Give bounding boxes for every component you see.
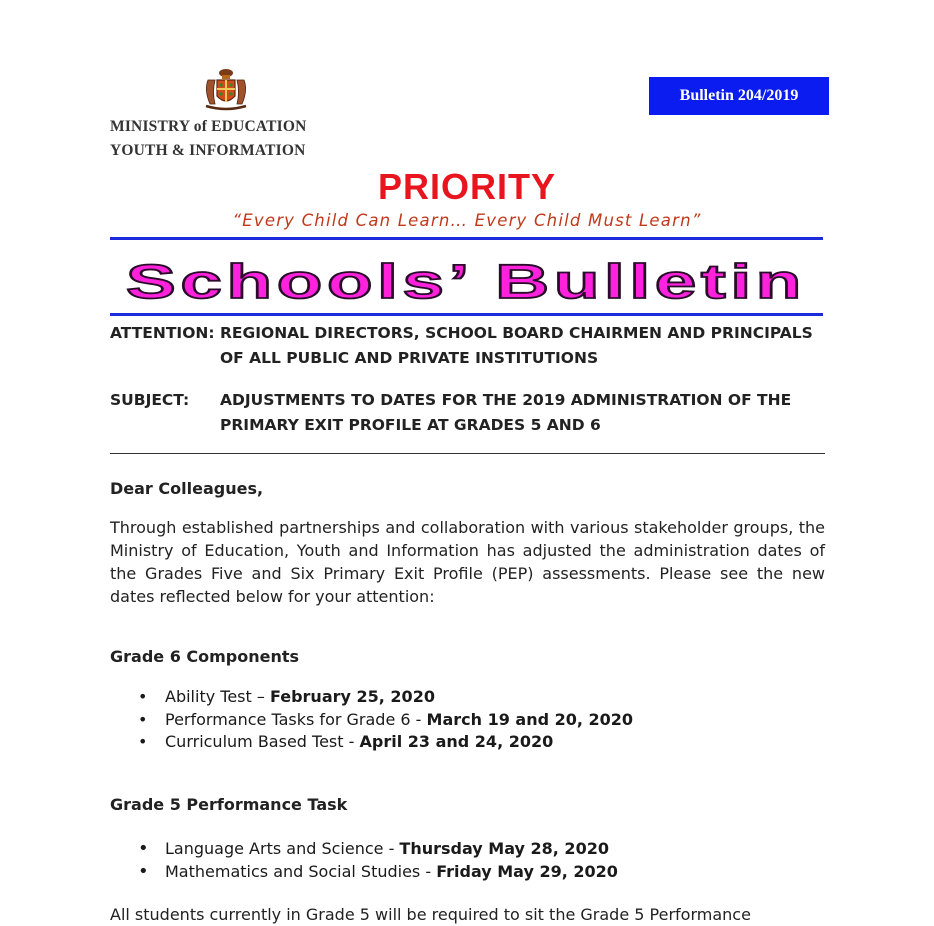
bulletin-number-badge (649, 77, 829, 115)
item-label: Ability Test – (165, 687, 270, 706)
header-divider (110, 453, 825, 454)
bulletin-number: Bulletin 204/2019 (679, 87, 799, 104)
item-label: Curriculum Based Test - (165, 732, 360, 751)
grade5-list (110, 838, 618, 883)
salutation: Dear Colleagues, (110, 479, 264, 498)
banner-text: Schools’ Bulletin (126, 256, 806, 309)
item-label: Language Arts and Science - (165, 839, 400, 858)
ministry-line-2: YOUTH & INFORMATION (110, 142, 306, 159)
top-blue-rule (110, 237, 823, 240)
attention-value: REGIONAL DIRECTORS, SCHOOL BOARD CHAIRMEN AND PRINCIPALS OF ALL PUBLIC AND PRIVATE INSTITUTIONS (220, 324, 813, 367)
item-date: April 23 and 24, 2020 (359, 732, 554, 751)
list-item: • Language Arts and Science - Thursday May 28, 2020 (138, 838, 609, 859)
subject-line (110, 388, 825, 440)
item-label: Mathematics and Social Studies - (165, 861, 437, 881)
motto: “Every Child Can Learn… Every Child Must Learn” (232, 211, 702, 230)
item-date: February 25, 2020 (269, 687, 435, 706)
attention-label: ATTENTION: (110, 324, 215, 342)
banner-graphic (110, 254, 823, 310)
grade6-list (110, 686, 633, 754)
item-label: Performance Tasks for Grade 6 - (165, 709, 427, 729)
subject-label: SUBJECT: (110, 391, 190, 409)
list-item: • Performance Tasks for Grade 6 - March 19 and 20, 2020 (138, 709, 634, 729)
intro-paragraph: Through established partnerships and collaboration with various stakeholder groups, the Ministry of Education, Youth and Information has adjusted the administration dates of the Grades Five and Six Primary Exit Profile (PEP) assessments. Please see the new dates reflected below for your attention: (110, 518, 825, 606)
bottom-blue-rule (110, 313, 823, 316)
priority-heading: PRIORITY (377, 166, 556, 207)
list-item: • Ability Test – February 25, 2020 (138, 687, 435, 706)
coat-of-arms-icon (200, 66, 252, 114)
subject-value: ADJUSTMENTS TO DATES FOR THE 2019 ADMINISTRATION OF THE PRIMARY EXIT PROFILE AT GRADES 5 AND 6 (220, 391, 792, 434)
closing-partial-line: All students currently in Grade 5 will be required to sit the Grade 5 Performance (110, 905, 751, 924)
ministry-line-1: MINISTRY of EDUCATION (110, 118, 307, 135)
list-item: • Mathematics and Social Studies - Friday May 29, 2020 (138, 860, 618, 882)
grade6-heading: Grade 6 Components (110, 647, 300, 666)
attention-line (110, 321, 825, 373)
list-item: • Curriculum Based Test - April 23 and 24, 2020 (138, 732, 554, 751)
grade5-heading: Grade 5 Performance Task (110, 795, 348, 814)
ministry-name (110, 115, 307, 163)
item-date: Friday May 29, 2020 (436, 861, 618, 881)
schools-bulletin-banner (110, 254, 823, 310)
item-date: Thursday May 28, 2020 (399, 839, 609, 858)
item-date: March 19 and 20, 2020 (426, 709, 634, 729)
